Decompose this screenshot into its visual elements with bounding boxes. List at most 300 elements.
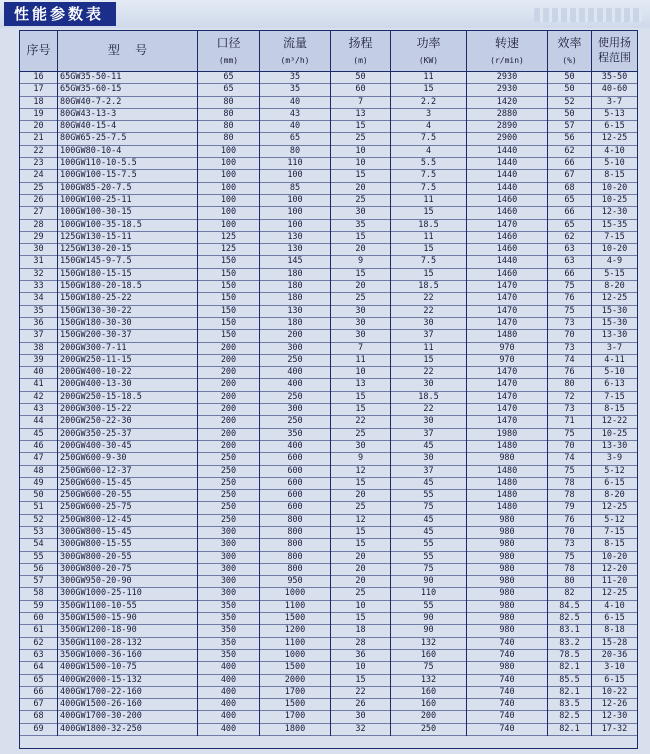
cell-head-range: 5-10 xyxy=(604,158,625,169)
cell-speed: 2890 xyxy=(467,121,548,133)
cell-speed: 1440 xyxy=(467,256,548,268)
cell-speed: 980 xyxy=(467,662,548,674)
cell-model: 200GW400-13-30 xyxy=(58,379,198,391)
cell-efficiency: 52 xyxy=(548,97,592,109)
cell-head: 12 xyxy=(331,515,391,527)
cell-head-range: 8-18 xyxy=(604,625,625,636)
cell-model: 250GW800-12-45 xyxy=(58,515,198,527)
table-row xyxy=(20,576,637,588)
cell-head-range: 15-28 xyxy=(601,637,628,648)
cell-row-index: 16 xyxy=(20,72,58,84)
cell-row-index: 33 xyxy=(20,281,58,293)
cell-speed: 1470 xyxy=(467,404,548,416)
cell-row-index: 47 xyxy=(20,453,58,465)
cell-head-range: 3-10 xyxy=(604,662,625,673)
cell-flow: 130 xyxy=(260,232,331,244)
cell-caliber: 300 xyxy=(198,552,260,564)
cell-caliber: 400 xyxy=(198,711,260,723)
table-row xyxy=(20,478,637,490)
cell-flow: 100 xyxy=(260,207,331,219)
cell-model: 100GW100-35-18.5 xyxy=(58,220,198,232)
cell-caliber: 200 xyxy=(198,404,260,416)
cell-head-range: 17-32 xyxy=(601,723,628,734)
cell-speed: 980 xyxy=(467,539,548,551)
cell-head: 25 xyxy=(331,133,391,145)
cell-speed: 980 xyxy=(467,564,548,576)
table-row xyxy=(20,330,637,342)
cell-flow: 35 xyxy=(260,72,331,84)
cell-efficiency: 57 xyxy=(548,121,592,133)
cell-model: 350GW1500-15-90 xyxy=(58,613,198,625)
cell-model: 400GW1500-10-75 xyxy=(58,662,198,674)
cell-efficiency: 75 xyxy=(548,429,592,441)
cell-caliber: 350 xyxy=(198,625,260,637)
table-header xyxy=(20,31,637,72)
cell-head-range: 7-15 xyxy=(604,231,625,242)
cell-speed: 1470 xyxy=(467,392,548,404)
cell-flow: 1100 xyxy=(260,601,331,613)
cell-efficiency: 71 xyxy=(548,416,592,428)
table-row xyxy=(20,195,637,207)
cell-power: 18.5 xyxy=(391,392,467,404)
cell-flow: 1700 xyxy=(260,711,331,723)
cell-row-index: 23 xyxy=(20,158,58,170)
cell-flow: 1800 xyxy=(260,724,331,736)
cell-flow: 43 xyxy=(260,109,331,121)
cell-row-index: 27 xyxy=(20,207,58,219)
cell-row-index: 21 xyxy=(20,133,58,145)
cell-head: 25 xyxy=(331,429,391,441)
header-model: 型 号 xyxy=(58,31,198,71)
cell-head: 15 xyxy=(331,170,391,182)
cell-flow: 100 xyxy=(260,195,331,207)
table-row xyxy=(20,109,637,121)
cell-efficiency: 75 xyxy=(548,306,592,318)
cell-flow: 250 xyxy=(260,416,331,428)
cell-model: 100GW80-10-4 xyxy=(58,146,198,158)
cell-efficiency: 73 xyxy=(548,404,592,416)
table-row xyxy=(20,724,637,736)
cell-caliber: 150 xyxy=(198,281,260,293)
cell-head-range: 5-12 xyxy=(604,465,625,476)
cell-efficiency: 75 xyxy=(548,466,592,478)
cell-power: 250 xyxy=(391,724,467,736)
cell-row-index: 65 xyxy=(20,675,58,687)
cell-model: 125GW130-20-15 xyxy=(58,244,198,256)
table-row xyxy=(20,121,637,133)
cell-head: 20 xyxy=(331,490,391,502)
cell-caliber: 100 xyxy=(198,158,260,170)
cell-caliber: 200 xyxy=(198,441,260,453)
cell-head: 15 xyxy=(331,527,391,539)
cell-row-index: 57 xyxy=(20,576,58,588)
cell-head-range: 7-15 xyxy=(604,391,625,402)
cell-caliber: 65 xyxy=(198,72,260,84)
cell-row-index: 44 xyxy=(20,416,58,428)
cell-flow: 1000 xyxy=(260,650,331,662)
cell-power: 2.2 xyxy=(391,97,467,109)
cell-head: 25 xyxy=(331,293,391,305)
table-row xyxy=(20,416,637,428)
cell-row-index: 30 xyxy=(20,244,58,256)
cell-caliber: 350 xyxy=(198,650,260,662)
cell-head: 50 xyxy=(331,72,391,84)
cell-flow: 180 xyxy=(260,281,331,293)
cell-efficiency: 78.5 xyxy=(548,650,592,662)
cell-caliber: 250 xyxy=(198,515,260,527)
table-row xyxy=(20,343,637,355)
cell-flow: 1700 xyxy=(260,687,331,699)
cell-power: 45 xyxy=(391,441,467,453)
cell-caliber: 350 xyxy=(198,613,260,625)
table-row xyxy=(20,220,637,232)
cell-head: 22 xyxy=(331,687,391,699)
cell-power: 55 xyxy=(391,490,467,502)
table-row xyxy=(20,613,637,625)
cell-caliber: 125 xyxy=(198,244,260,256)
cell-head: 20 xyxy=(331,576,391,588)
cell-caliber: 80 xyxy=(198,121,260,133)
cell-head: 28 xyxy=(331,638,391,650)
cell-head-range: 8-15 xyxy=(604,539,625,550)
cell-speed: 1440 xyxy=(467,146,548,158)
cell-model: 400GW1700-30-200 xyxy=(58,711,198,723)
cell-row-index: 54 xyxy=(20,539,58,551)
cell-row-index: 35 xyxy=(20,306,58,318)
cell-caliber: 150 xyxy=(198,318,260,330)
cell-flow: 400 xyxy=(260,441,331,453)
cell-head-range: 15-35 xyxy=(601,219,628,230)
header-efficiency: 效率 (%) xyxy=(548,31,592,71)
cell-speed: 1470 xyxy=(467,379,548,391)
cell-head: 10 xyxy=(331,601,391,613)
cell-head-range: 12-26 xyxy=(601,699,628,710)
cell-flow: 40 xyxy=(260,121,331,133)
cell-caliber: 300 xyxy=(198,588,260,600)
cell-efficiency: 70 xyxy=(548,330,592,342)
cell-flow: 350 xyxy=(260,429,331,441)
cell-head-range: 3-7 xyxy=(606,96,623,107)
cell-head: 36 xyxy=(331,650,391,662)
cell-efficiency: 74 xyxy=(548,355,592,367)
table-row xyxy=(20,84,637,96)
cell-power: 110 xyxy=(391,588,467,600)
cell-flow: 130 xyxy=(260,306,331,318)
cell-model: 350GW1200-18-90 xyxy=(58,625,198,637)
cell-speed: 740 xyxy=(467,638,548,650)
cell-caliber: 100 xyxy=(198,220,260,232)
cell-power: 11 xyxy=(391,232,467,244)
cell-head: 20 xyxy=(331,564,391,576)
watermark xyxy=(534,8,642,22)
cell-flow: 80 xyxy=(260,146,331,158)
cell-efficiency: 75 xyxy=(548,281,592,293)
cell-power: 132 xyxy=(391,638,467,650)
cell-efficiency: 62 xyxy=(548,146,592,158)
cell-model: 400GW1500-26-160 xyxy=(58,699,198,711)
cell-head: 15 xyxy=(331,404,391,416)
cell-speed: 740 xyxy=(467,724,548,736)
cell-model: 150GW180-15-15 xyxy=(58,269,198,281)
cell-row-index: 40 xyxy=(20,367,58,379)
cell-head-range: 3-7 xyxy=(606,342,623,353)
cell-flow: 1000 xyxy=(260,588,331,600)
cell-head-range: 5-15 xyxy=(604,268,625,279)
cell-model: 250GW600-25-75 xyxy=(58,502,198,514)
cell-flow: 600 xyxy=(260,502,331,514)
cell-caliber: 200 xyxy=(198,379,260,391)
cell-caliber: 250 xyxy=(198,466,260,478)
cell-flow: 100 xyxy=(260,220,331,232)
cell-row-index: 24 xyxy=(20,170,58,182)
cell-head: 32 xyxy=(331,724,391,736)
cell-speed: 740 xyxy=(467,687,548,699)
cell-head-range: 8-15 xyxy=(604,170,625,181)
table-row xyxy=(20,404,637,416)
cell-head: 20 xyxy=(331,244,391,256)
table-row xyxy=(20,490,637,502)
cell-head: 10 xyxy=(331,146,391,158)
cell-efficiency: 74 xyxy=(548,453,592,465)
cell-head-range: 5-10 xyxy=(604,367,625,378)
cell-head: 25 xyxy=(331,195,391,207)
cell-model: 300GW800-20-55 xyxy=(58,552,198,564)
performance-table xyxy=(19,30,638,749)
header-speed: 转速 (r/min) xyxy=(467,31,548,71)
cell-caliber: 150 xyxy=(198,293,260,305)
cell-caliber: 200 xyxy=(198,392,260,404)
cell-head-range: 10-20 xyxy=(601,182,628,193)
cell-head-range: 15-30 xyxy=(601,317,628,328)
cell-head-range: 4-10 xyxy=(604,600,625,611)
cell-row-index: 20 xyxy=(20,121,58,133)
cell-head: 20 xyxy=(331,183,391,195)
cell-model: 150GW130-30-22 xyxy=(58,306,198,318)
cell-model: 400GW1800-32-250 xyxy=(58,724,198,736)
cell-efficiency: 73 xyxy=(548,539,592,551)
cell-caliber: 350 xyxy=(198,601,260,613)
cell-caliber: 300 xyxy=(198,564,260,576)
cell-flow: 65 xyxy=(260,133,331,145)
cell-model: 250GW600-9-30 xyxy=(58,453,198,465)
cell-model: 250GW600-15-45 xyxy=(58,478,198,490)
cell-model: 150GW200-30-37 xyxy=(58,330,198,342)
cell-head: 12 xyxy=(331,466,391,478)
cell-speed: 980 xyxy=(467,527,548,539)
cell-row-index: 19 xyxy=(20,109,58,121)
cell-power: 37 xyxy=(391,330,467,342)
cell-speed: 740 xyxy=(467,675,548,687)
cell-row-index: 25 xyxy=(20,183,58,195)
cell-speed: 1470 xyxy=(467,293,548,305)
cell-head: 30 xyxy=(331,330,391,342)
table-row xyxy=(20,429,637,441)
cell-speed: 1470 xyxy=(467,367,548,379)
cell-power: 15 xyxy=(391,355,467,367)
cell-power: 3 xyxy=(391,109,467,121)
cell-power: 7.5 xyxy=(391,170,467,182)
cell-efficiency: 80 xyxy=(548,576,592,588)
cell-efficiency: 79 xyxy=(548,502,592,514)
cell-model: 300GW800-20-75 xyxy=(58,564,198,576)
cell-caliber: 100 xyxy=(198,146,260,158)
table-row xyxy=(20,306,637,318)
cell-power: 30 xyxy=(391,453,467,465)
cell-caliber: 150 xyxy=(198,330,260,342)
cell-caliber: 80 xyxy=(198,133,260,145)
cell-row-index: 46 xyxy=(20,441,58,453)
cell-efficiency: 78 xyxy=(548,490,592,502)
cell-head-range: 8-15 xyxy=(604,404,625,415)
cell-row-index: 69 xyxy=(20,724,58,736)
cell-flow: 180 xyxy=(260,318,331,330)
cell-head-range: 6-15 xyxy=(604,674,625,685)
cell-model: 100GW100-25-11 xyxy=(58,195,198,207)
cell-power: 37 xyxy=(391,429,467,441)
cell-caliber: 200 xyxy=(198,367,260,379)
cell-caliber: 400 xyxy=(198,724,260,736)
cell-power: 37 xyxy=(391,466,467,478)
cell-row-index: 18 xyxy=(20,97,58,109)
cell-model: 150GW180-25-22 xyxy=(58,293,198,305)
cell-row-index: 22 xyxy=(20,146,58,158)
table-row xyxy=(20,453,637,465)
cell-row-index: 55 xyxy=(20,552,58,564)
cell-head: 7 xyxy=(331,97,391,109)
cell-head: 20 xyxy=(331,281,391,293)
table-row xyxy=(20,183,637,195)
cell-efficiency: 66 xyxy=(548,207,592,219)
header-power: 功率 (KW) xyxy=(391,31,467,71)
cell-flow: 600 xyxy=(260,478,331,490)
cell-efficiency: 84.5 xyxy=(548,601,592,613)
cell-speed: 1480 xyxy=(467,478,548,490)
cell-power: 15 xyxy=(391,84,467,96)
cell-speed: 980 xyxy=(467,515,548,527)
cell-head: 26 xyxy=(331,699,391,711)
cell-model: 200GW250-22-30 xyxy=(58,416,198,428)
cell-row-index: 28 xyxy=(20,220,58,232)
cell-power: 4 xyxy=(391,121,467,133)
cell-efficiency: 56 xyxy=(548,133,592,145)
table-row xyxy=(20,466,637,478)
table-row xyxy=(20,281,637,293)
cell-model: 200GW250-15-18.5 xyxy=(58,392,198,404)
cell-head-range: 40-60 xyxy=(601,84,628,95)
cell-efficiency: 83.5 xyxy=(548,699,592,711)
table-row xyxy=(20,269,637,281)
cell-flow: 250 xyxy=(260,392,331,404)
cell-model: 100GW100-30-15 xyxy=(58,207,198,219)
table-row xyxy=(20,232,637,244)
cell-head: 25 xyxy=(331,502,391,514)
cell-speed: 2930 xyxy=(467,72,548,84)
cell-caliber: 100 xyxy=(198,195,260,207)
cell-model: 80GW43-13-3 xyxy=(58,109,198,121)
cell-row-index: 61 xyxy=(20,625,58,637)
cell-model: 300GW1000-25-110 xyxy=(58,588,198,600)
cell-power: 160 xyxy=(391,687,467,699)
cell-head-range: 12-25 xyxy=(601,133,628,144)
cell-head: 20 xyxy=(331,552,391,564)
cell-caliber: 400 xyxy=(198,687,260,699)
cell-head: 30 xyxy=(331,711,391,723)
cell-row-index: 34 xyxy=(20,293,58,305)
table-row xyxy=(20,601,637,613)
table-row xyxy=(20,699,637,711)
table-row xyxy=(20,527,637,539)
cell-speed: 980 xyxy=(467,552,548,564)
cell-efficiency: 63 xyxy=(548,244,592,256)
cell-model: 150GW145-9-7.5 xyxy=(58,256,198,268)
cell-row-index: 37 xyxy=(20,330,58,342)
cell-head-range: 12-25 xyxy=(601,588,628,599)
cell-speed: 1460 xyxy=(467,232,548,244)
cell-efficiency: 67 xyxy=(548,170,592,182)
cell-efficiency: 82.5 xyxy=(548,613,592,625)
cell-head-range: 12-25 xyxy=(601,502,628,513)
cell-speed: 980 xyxy=(467,613,548,625)
table-row xyxy=(20,170,637,182)
cell-row-index: 51 xyxy=(20,502,58,514)
cell-power: 90 xyxy=(391,576,467,588)
cell-power: 7.5 xyxy=(391,133,467,145)
cell-head: 9 xyxy=(331,256,391,268)
cell-model: 80GW40-15-4 xyxy=(58,121,198,133)
cell-flow: 1200 xyxy=(260,625,331,637)
cell-power: 18.5 xyxy=(391,281,467,293)
cell-power: 11 xyxy=(391,343,467,355)
cell-speed: 1480 xyxy=(467,490,548,502)
cell-flow: 100 xyxy=(260,170,331,182)
cell-efficiency: 82.5 xyxy=(548,711,592,723)
cell-head-range: 12-25 xyxy=(601,293,628,304)
cell-speed: 1460 xyxy=(467,269,548,281)
cell-flow: 110 xyxy=(260,158,331,170)
cell-efficiency: 50 xyxy=(548,109,592,121)
cell-power: 132 xyxy=(391,675,467,687)
cell-caliber: 150 xyxy=(198,269,260,281)
cell-model: 100GW100-15-7.5 xyxy=(58,170,198,182)
cell-power: 200 xyxy=(391,711,467,723)
cell-flow: 180 xyxy=(260,293,331,305)
cell-power: 11 xyxy=(391,72,467,84)
cell-power: 22 xyxy=(391,293,467,305)
cell-power: 4 xyxy=(391,146,467,158)
cell-row-index: 60 xyxy=(20,613,58,625)
cell-head-range: 15-30 xyxy=(601,305,628,316)
cell-caliber: 250 xyxy=(198,453,260,465)
cell-row-index: 42 xyxy=(20,392,58,404)
cell-efficiency: 73 xyxy=(548,343,592,355)
cell-speed: 980 xyxy=(467,453,548,465)
table-row xyxy=(20,72,637,84)
header-flow: 流量 (m³/h) xyxy=(260,31,331,71)
table-row xyxy=(20,564,637,576)
cell-power: 30 xyxy=(391,379,467,391)
cell-efficiency: 80 xyxy=(548,379,592,391)
cell-caliber: 80 xyxy=(198,109,260,121)
cell-row-index: 68 xyxy=(20,711,58,723)
table-row xyxy=(20,293,637,305)
cell-model: 200GW400-30-45 xyxy=(58,441,198,453)
cell-caliber: 300 xyxy=(198,576,260,588)
cell-efficiency: 82.1 xyxy=(548,687,592,699)
cell-model: 100GW85-20-7.5 xyxy=(58,183,198,195)
cell-speed: 980 xyxy=(467,588,548,600)
cell-row-index: 64 xyxy=(20,662,58,674)
cell-speed: 740 xyxy=(467,699,548,711)
